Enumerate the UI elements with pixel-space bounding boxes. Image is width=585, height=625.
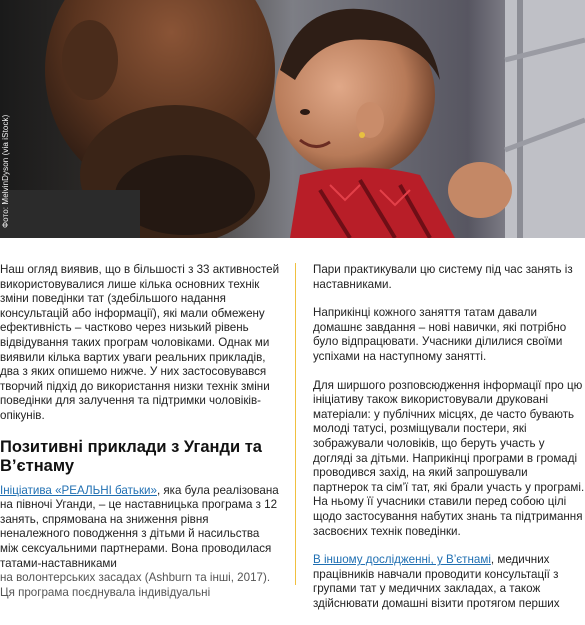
column-divider: [295, 263, 296, 585]
right-paragraph-3: Для ширшого розповсюдження інформації про цю ініціативу також використовували друковані матеріали: у публічних місцях, де часто бувають молоді татусі, розміщували постери, які зображували чоловіків, що беруть участь у догляді за дітьми. Наприкінці програми в громаді проводився захід, на який запрошували партнерок та сім’ї тат, які брали участь у програмі. На ньому її учасники ставили перед собою цілі щодо застосування набутих знань та підтримання засвоєних технік поведінки.: [313, 378, 585, 538]
photo-credit: Фото: MelvinDyson (via iStock): [1, 114, 10, 228]
vietnam-paragraph: [313, 553, 585, 611]
uganda-paragraph-continued: на волонтерських засадах (Ashburn та інші, 2017). Ця програма поєднувала індивідуальні: [0, 571, 271, 599]
real-fathers-link[interactable]: Ініціатива «РЕАЛЬНІ батьки»: [0, 483, 157, 497]
uganda-paragraph: [0, 484, 280, 572]
section-heading: Позитивні приклади з Уганди та В’єтнаму: [0, 437, 262, 475]
right-paragraph-2: Наприкінці кожного заняття татам давали домашнє завдання – нові навички, які потрібно було відпрацювати. Учасники ділилися своїми успіхами на наступному занятті.: [313, 306, 567, 363]
hero-photo: [0, 0, 585, 238]
left-column: [0, 263, 280, 600]
right-column: [313, 263, 585, 625]
vietnam-study-link[interactable]: В іншому дослідженні, у В’єтнамі: [313, 553, 491, 567]
intro-paragraph: Наш огляд виявив, що в більшості з 33 активностей використовувалися лише кілька основних технік зміни поведінки тат (здебільшого надання консультацій або інформації), які мали обмежену ефективність – частково через низький рівень відвідування таких програм чоловіками. Однак ми виявили кілька вартих уваги реальних прикладів, два з яких опишемо нижче. У них застосовувався творчий підхід до використання низки технік зміни поведінки для залучення та підтримки чоловіків-опікунів.: [0, 263, 280, 422]
right-paragraph-1: Пари практикували цю систему під час занять із наставниками.: [313, 263, 573, 291]
father-and-child-image: [0, 0, 585, 238]
vietnam-paragraph-text: , медичних працівників навчали проводити консультації з групами тат у медичних закладах, а також здійснювати домашні візити протягом перших: [313, 553, 560, 610]
uganda-paragraph-text: , яка була реалізована на півночі Уганди, – це наставницька програма з 12 занять, спрямована на зниження рівня неналежного поводження з дітьми й насильства між сексуальними партнерами. Вона проводилася татами-наставниками: [0, 483, 279, 570]
